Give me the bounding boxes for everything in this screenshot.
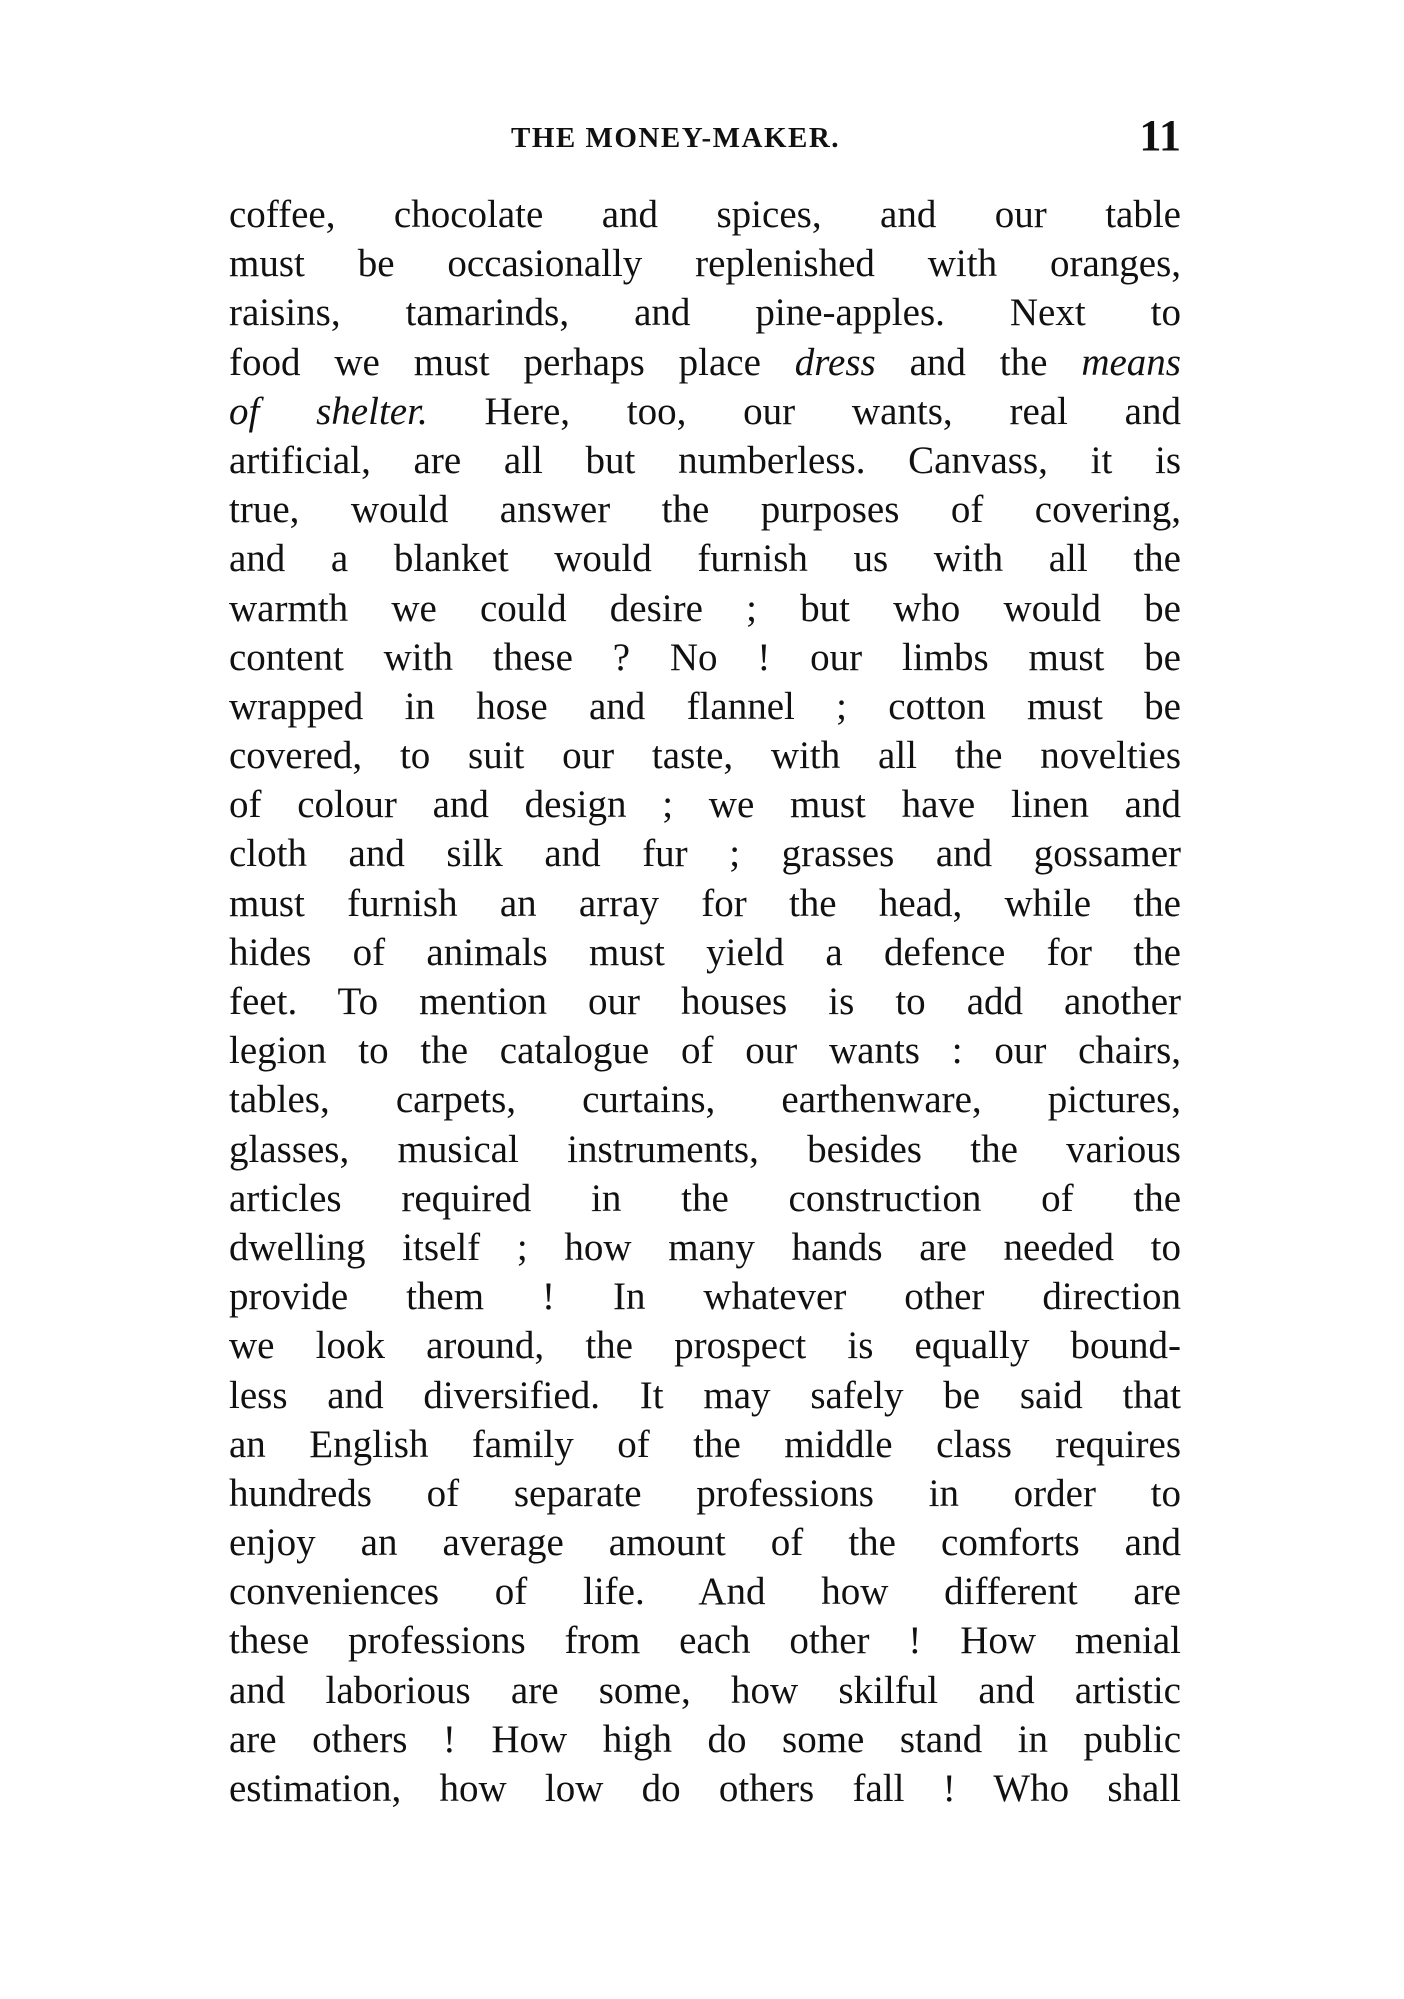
text-line	[229, 190, 1181, 239]
text-run: we look around, the prospect is equally bound-	[229, 1324, 1181, 1368]
text-run: articles required in the construction of the	[229, 1176, 1181, 1220]
text-line	[229, 1026, 1181, 1075]
text-run: conveniences of life. And how different are	[229, 1570, 1181, 1614]
text-run: feet. To mention our houses is to add another	[229, 980, 1181, 1023]
text-line	[229, 485, 1181, 534]
italic-text: of shelter.	[229, 389, 428, 433]
text-line	[229, 977, 1181, 1026]
text-line	[229, 1518, 1181, 1567]
italic-text: dress	[794, 340, 876, 384]
text-run: estimation, how low do others fall ! Who shall	[229, 1767, 1181, 1810]
text-run: warmth we could desire ; but who would be	[229, 586, 1181, 630]
text-line	[229, 1666, 1181, 1715]
text-run: cloth and silk and fur ; grasses and gossamer	[229, 832, 1181, 876]
text-run: tables, carpets, curtains, earthenware, pictures,	[229, 1078, 1181, 1122]
text-run: dwelling itself ; how many hands are needed to	[229, 1225, 1181, 1269]
text-line	[229, 1125, 1181, 1174]
text-line	[229, 436, 1181, 485]
text-run: legion to the catalogue of our wants : our chairs,	[229, 1029, 1181, 1073]
text-line	[229, 1616, 1181, 1665]
text-line	[229, 239, 1181, 288]
text-run: content with these ? No ! our limbs must be	[229, 635, 1181, 679]
text-line	[229, 288, 1181, 337]
text-run: artificial, are all but numberless. Canvass, it is	[229, 438, 1181, 482]
text-line	[229, 534, 1181, 583]
text-run: hides of animals must yield a defence for the	[229, 930, 1181, 974]
text-line	[229, 731, 1181, 780]
text-run: and laborious are some, how skilful and artistic	[229, 1668, 1181, 1712]
text-run: enjoy an average amount of the comforts and	[229, 1521, 1181, 1565]
text-run: less and diversified. It may safely be said that	[229, 1373, 1181, 1417]
text-run: Here, too, our wants, real and	[427, 389, 1181, 433]
text-line	[229, 338, 1181, 387]
text-line	[229, 928, 1181, 977]
text-line	[229, 1764, 1181, 1813]
text-line	[229, 1321, 1181, 1370]
text-run: an English family of the middle class requires	[229, 1422, 1181, 1466]
text-line	[229, 1075, 1181, 1124]
text-line	[229, 1174, 1181, 1223]
text-line	[229, 633, 1181, 682]
text-line	[229, 1715, 1181, 1764]
text-run: these professions from each other ! How menial	[229, 1619, 1181, 1663]
text-run: true, would answer the purposes of covering,	[229, 488, 1181, 532]
text-run: hundreds of separate professions in order to	[229, 1471, 1181, 1515]
text-run: covered, to suit our taste, with all the novelties	[229, 734, 1181, 778]
italic-text: means	[1081, 340, 1181, 384]
text-line	[229, 1469, 1181, 1518]
text-run: of colour and design ; we must have linen and	[229, 783, 1181, 827]
text-line	[229, 584, 1181, 633]
text-line	[229, 682, 1181, 731]
text-run: food we must perhaps place	[229, 340, 795, 384]
text-run: and a blanket would furnish us with all the	[229, 537, 1181, 581]
text-run: are others ! How high do some stand in public	[229, 1717, 1181, 1761]
text-line	[229, 829, 1181, 878]
text-line	[229, 1272, 1181, 1321]
text-line	[229, 1371, 1181, 1420]
text-line	[229, 879, 1181, 928]
text-run: glasses, musical instruments, besides the various	[229, 1127, 1181, 1171]
text-run: and the	[875, 340, 1082, 384]
page-header	[229, 112, 1181, 162]
running-title: THE MONEY-MAKER.	[511, 122, 841, 154]
text-run: must furnish an array for the head, while the	[229, 881, 1181, 925]
text-line	[229, 387, 1181, 436]
text-run: coffee, chocolate and spices, and our table	[229, 193, 1181, 236]
text-line	[229, 1567, 1181, 1616]
text-run: wrapped in hose and flannel ; cotton must be	[229, 684, 1181, 728]
body-paragraph	[229, 190, 1181, 1813]
text-line	[229, 1420, 1181, 1469]
text-run: provide them ! In whatever other direction	[229, 1275, 1181, 1319]
text-run: must be occasionally replenished with oranges,	[229, 242, 1181, 286]
text-run: raisins, tamarinds, and pine-apples. Next to	[229, 291, 1181, 335]
text-line	[229, 1223, 1181, 1272]
page-number: 11	[1139, 111, 1181, 160]
text-line	[229, 780, 1181, 829]
